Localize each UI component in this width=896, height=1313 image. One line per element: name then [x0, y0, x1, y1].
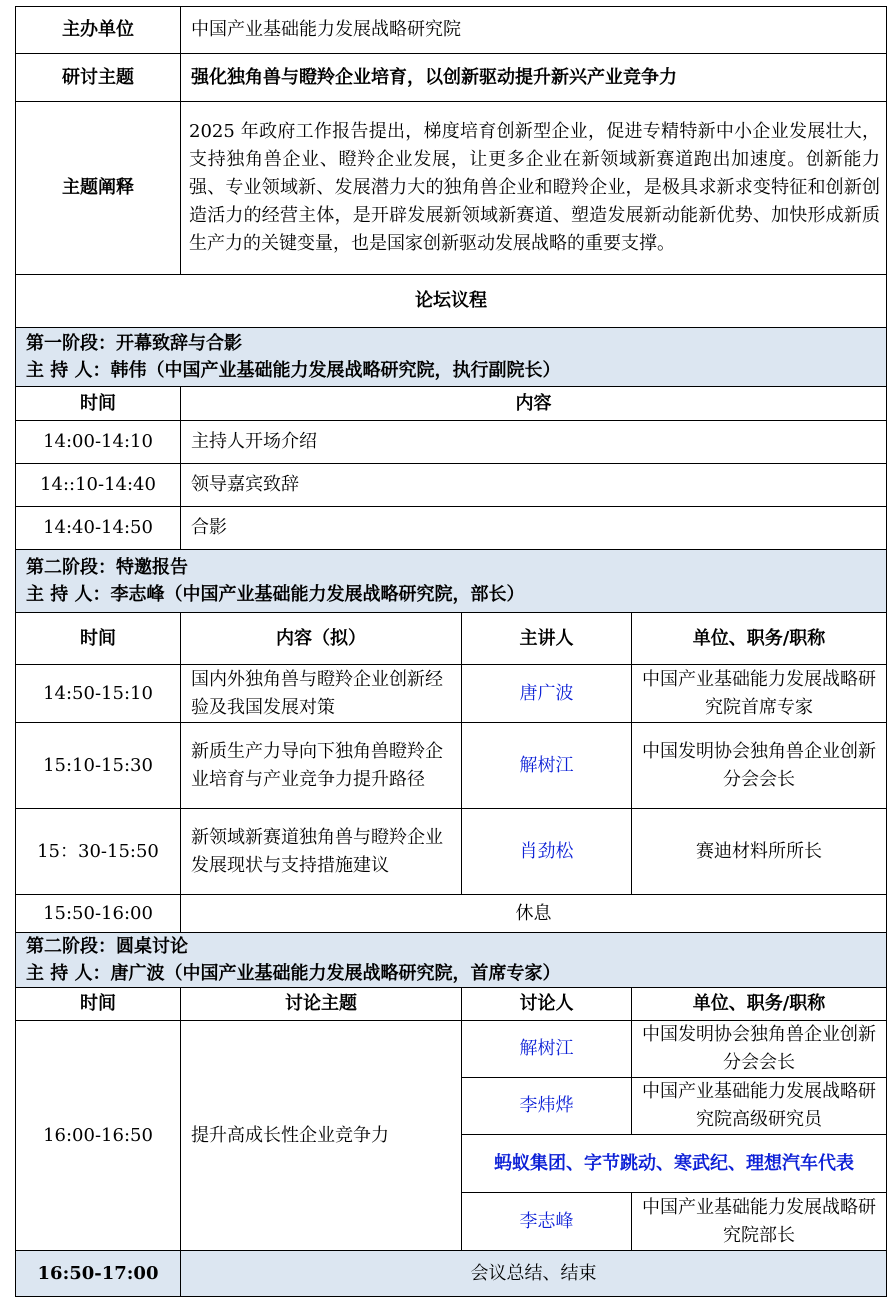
org-cell: 中国发明协会独角兽企业创新分会会长	[632, 723, 887, 809]
agenda-title: 论坛议程	[16, 275, 887, 328]
time-cell: 14::10-14:40	[16, 464, 181, 507]
content-cell: 国内外独角兽与瞪羚企业创新经验及我国发展对策	[181, 665, 462, 723]
speaker-cell: 肖劲松	[462, 809, 632, 895]
stage2-col-org: 单位、职务/职称	[632, 613, 887, 665]
stage1-title: 第一阶段：开幕致辞与合影	[26, 333, 242, 354]
table-row	[16, 464, 887, 507]
stage1-column-header	[16, 387, 887, 421]
time-cell: 15：30-15:50	[16, 809, 181, 895]
topic-label: 研讨主题	[16, 54, 181, 102]
content-cell: 主持人开场介绍	[181, 421, 887, 464]
time-cell: 14:00-14:10	[16, 421, 181, 464]
stage3-host: 主 持 人：唐广波（中国产业基础能力发展战略研究院，首席专家）	[26, 963, 561, 984]
table-row	[16, 809, 887, 895]
time-cell: 15:10-15:30	[16, 723, 181, 809]
explain-text: 2025 年政府工作报告提出，梯度培育创新型企业，促进专精特新中小企业发展壮大，支持独角兽企业、瞪羚企业发展，让更多企业在新领域新赛道跑出加速度。创新能力强、专业领域新、发展潜力大的独角兽企业和瞪羚企业，是极具求新求变特征和创新创造活力的经营主体，是开辟发展新领域新赛道、塑造发展新动能新优势、加快形成新质生产力的关键变量，也是国家创新驱动发展战略的重要支撑。	[181, 102, 887, 275]
speaker-cell: 解树江	[462, 723, 632, 809]
time-cell: 16:00-16:50	[16, 1021, 181, 1251]
explain-label: 主题阐释	[16, 102, 181, 275]
organizer-row	[16, 7, 887, 54]
stage1-col-content: 内容	[181, 387, 887, 421]
table-row	[16, 1021, 887, 1078]
time-cell: 14:50-15:10	[16, 665, 181, 723]
agenda-table	[15, 6, 887, 1297]
stage3-col-time: 时间	[16, 988, 181, 1021]
agenda-title-row	[16, 275, 887, 328]
org-cell: 赛迪材料所所长	[632, 809, 887, 895]
organizer-label: 主办单位	[16, 7, 181, 54]
speaker-cell: 唐广波	[462, 665, 632, 723]
break-label: 休息	[181, 895, 887, 933]
person-cell: 蚂蚁集团、字节跳动、寒武纪、理想汽车代表	[462, 1135, 887, 1193]
org-cell: 中国产业基础能力发展战略研究院首席专家	[632, 665, 887, 723]
topic-value: 强化独角兽与瞪羚企业培育，以创新驱动提升新兴产业竞争力	[181, 54, 887, 102]
topic-cell: 提升高成长性企业竞争力	[181, 1021, 462, 1251]
table-row	[16, 507, 887, 550]
stage1-header-row	[16, 328, 887, 387]
stage2-column-header	[16, 613, 887, 665]
organizer-value: 中国产业基础能力发展战略研究院	[181, 7, 887, 54]
stage2-col-content: 内容（拟）	[181, 613, 462, 665]
content-cell: 新质生产力导向下独角兽瞪羚企业培育与产业竞争力提升路径	[181, 723, 462, 809]
org-cell: 中国产业基础能力发展战略研究院高级研究员	[632, 1078, 887, 1135]
table-row	[16, 665, 887, 723]
stage1-col-time: 时间	[16, 387, 181, 421]
stage3-col-person: 讨论人	[462, 988, 632, 1021]
stage2-title: 第二阶段：特邀报告	[26, 557, 188, 578]
topic-row	[16, 54, 887, 102]
time-cell: 14:40-14:50	[16, 507, 181, 550]
person-cell: 李炜烨	[462, 1078, 632, 1135]
person-cell: 李志峰	[462, 1193, 632, 1251]
person-cell: 解树江	[462, 1021, 632, 1078]
closing-row	[16, 1251, 887, 1297]
stage3-title: 第二阶段：圆桌讨论	[26, 936, 188, 957]
table-row	[16, 421, 887, 464]
stage2-header-row	[16, 550, 887, 613]
stage2-col-speaker: 主讲人	[462, 613, 632, 665]
agenda-document	[15, 6, 886, 1297]
table-row	[16, 723, 887, 809]
content-cell: 领导嘉宾致辞	[181, 464, 887, 507]
stage3-col-org: 单位、职务/职称	[632, 988, 887, 1021]
content-cell: 合影	[181, 507, 887, 550]
stage3-column-header	[16, 988, 887, 1021]
content-cell: 新领域新赛道独角兽与瞪羚企业发展现状与支持措施建议	[181, 809, 462, 895]
break-row	[16, 895, 887, 933]
stage2-col-time: 时间	[16, 613, 181, 665]
break-time: 15:50-16:00	[16, 895, 181, 933]
org-cell: 中国发明协会独角兽企业创新分会会长	[632, 1021, 887, 1078]
stage1-host: 主 持 人：韩伟（中国产业基础能力发展战略研究院，执行副院长）	[26, 360, 561, 381]
org-cell: 中国产业基础能力发展战略研究院部长	[632, 1193, 887, 1251]
explain-row	[16, 102, 887, 275]
stage3-col-topic: 讨论主题	[181, 988, 462, 1021]
closing-label: 会议总结、结束	[181, 1251, 887, 1297]
stage2-host: 主 持 人：李志峰（中国产业基础能力发展战略研究院，部长）	[26, 584, 525, 605]
closing-time: 16:50-17:00	[16, 1251, 181, 1297]
stage3-header-row	[16, 933, 887, 988]
